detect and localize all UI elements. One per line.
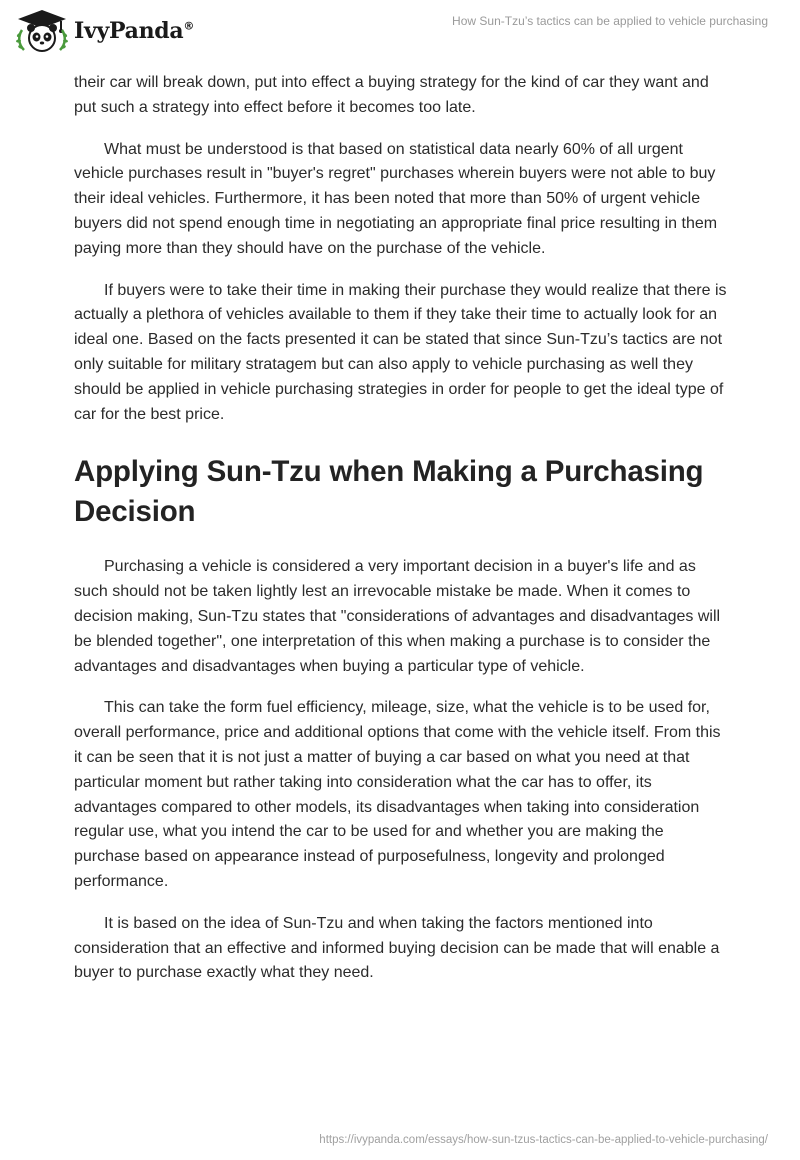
document-title: How Sun-Tzu’s tactics can be applied to vehicle purchasing [452,14,768,28]
essay-paragraph: their car will break down, put into effect a buying strategy for the kind of car they want and put such a strategy into effect before it becomes too late. [74,74,709,116]
section-heading: Applying Sun-Tzu when Making a Purchasing Decision [74,455,704,529]
essay-paragraph: This can take the form fuel efficiency, mileage, size, what the vehicle is to be used for, overall performance, price and additional options that come with the vehicle itself. From this it can be seen that it is not just a matter of buying a car based on what you need at that particular moment but rather taking into consideration what the car has to offer, its advantages compared to other models, its disadvantages when taking into consideration regular use, what you intend the car to be used for and whether you are making the purchase based on appearance instead of purposefulness, longevity and prolonged performance. [74,699,721,890]
essay-paragraph: What must be understood is that based on statistical data nearly 60% of all urgent vehicle purchases result in "buyer's regret" purchases wherein buyers were not able to buy their ideal vehicles. Furthermore, it has been noted that more than 50% of urgent vehicle buyers did not spend enough time in negotiating an appropriate final price resulting in them paying more than they should have on the purchase of the vehicle. [74,140,718,257]
essay-body [74,71,730,1003]
panda-graduate-icon [14,8,70,54]
essay-paragraph: Purchasing a vehicle is considered a very important decision in a buyer's life and as such should not be taken lightly lest an irrevocable mistake be made. When it comes to decision making, Sun-Tzu states that "considerations of advantages and disadvantages will be blended together", one interpretation of this when making a purchase is to consider the advantages and disadvantages when buying a particular type of vehicle. [74,558,721,675]
essay-paragraph: It is based on the idea of Sun-Tzu and when taking the factors mentioned into consideration that an effective and informed buying decision can be made that will enable a buyer to purchase exactly what they need. [74,914,720,982]
essay-paragraph: If buyers were to take their time in making their purchase they would realize that there is actually a plethora of vehicles available to them if they take their time to actually look for an ideal one. Based on the facts presented it can be stated that since Sun-Tzu’s tactics are not only suitable for military stratagem but can also apply to vehicle purchasing as well they should be applied in vehicle purchasing strategies in order for people to get the ideal type of car for the best price. [74,281,727,423]
source-url[interactable]: https://ivypanda.com/essays/how-sun-tzus-tactics-can-be-applied-to-vehicle-purchasing/ [319,1134,768,1146]
brand-logo[interactable] [14,8,194,54]
brand-name: IvyPanda® [74,18,195,44]
page-header [0,0,800,64]
